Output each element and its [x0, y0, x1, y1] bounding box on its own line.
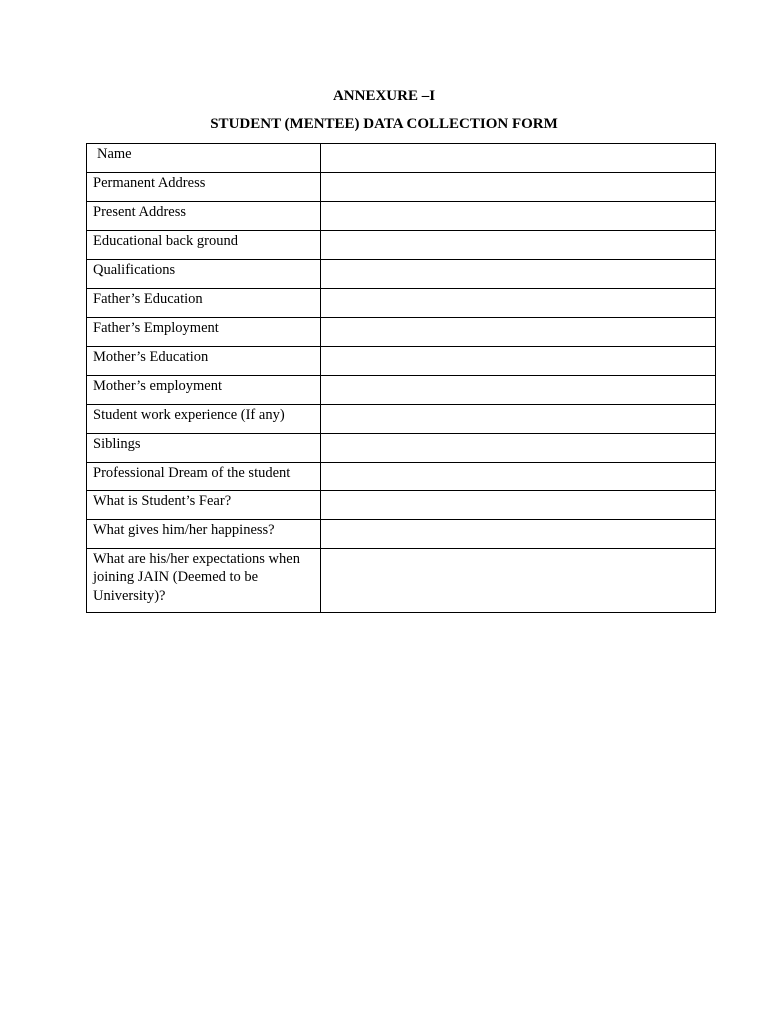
- field-value-work-experience[interactable]: [321, 405, 716, 434]
- table-row: [87, 347, 716, 376]
- table-row: [87, 490, 716, 519]
- table-row: [87, 434, 716, 463]
- field-label-happiness: What gives him/her happiness?: [87, 519, 321, 548]
- field-value-fathers-education[interactable]: [321, 289, 716, 318]
- field-value-mothers-employment[interactable]: [321, 376, 716, 405]
- field-value-fathers-employment[interactable]: [321, 318, 716, 347]
- field-label-expectations: What are his/her expectations when joining JAIN (Deemed to be University)?: [87, 548, 321, 613]
- table-row: [87, 318, 716, 347]
- field-label-work-experience: Student work experience (If any): [87, 405, 321, 434]
- table-row: [87, 519, 716, 548]
- table-row: [87, 463, 716, 491]
- field-value-mothers-education[interactable]: [321, 347, 716, 376]
- field-value-qualifications[interactable]: [321, 260, 716, 289]
- annexure-title: ANNEXURE –I: [332, 88, 436, 104]
- field-label-students-fear: What is Student’s Fear?: [87, 490, 321, 519]
- field-label-educational-background: Educational back ground: [87, 231, 321, 260]
- field-value-name[interactable]: [321, 144, 716, 173]
- field-label-mothers-education: Mother’s Education: [87, 347, 321, 376]
- table-row: [87, 231, 716, 260]
- field-label-mothers-employment: Mother’s employment: [87, 376, 321, 405]
- form-title: STUDENT (MENTEE) DATA COLLECTION FORM: [210, 116, 558, 132]
- field-value-permanent-address[interactable]: [321, 173, 716, 202]
- table-row: [87, 260, 716, 289]
- field-label-present-address: Present Address: [87, 202, 321, 231]
- field-label-permanent-address: Permanent Address: [87, 173, 321, 202]
- field-label-qualifications: Qualifications: [87, 260, 321, 289]
- field-label-professional-dream: Professional Dream of the student: [87, 463, 321, 491]
- field-value-present-address[interactable]: [321, 202, 716, 231]
- field-value-professional-dream[interactable]: [321, 463, 716, 491]
- field-label-fathers-employment: Father’s Employment: [87, 318, 321, 347]
- field-value-students-fear[interactable]: [321, 490, 716, 519]
- table-row: [87, 144, 716, 173]
- data-collection-table: [86, 143, 716, 613]
- table-row: [87, 548, 716, 613]
- table-row: [87, 405, 716, 434]
- field-value-happiness[interactable]: [321, 519, 716, 548]
- field-label-siblings: Siblings: [87, 434, 321, 463]
- table-row: [87, 202, 716, 231]
- field-value-educational-background[interactable]: [321, 231, 716, 260]
- field-label-fathers-education: Father’s Education: [87, 289, 321, 318]
- field-value-siblings[interactable]: [321, 434, 716, 463]
- field-label-name: Name: [87, 144, 321, 173]
- field-value-expectations[interactable]: [321, 548, 716, 613]
- table-row: [87, 376, 716, 405]
- table-row: [87, 289, 716, 318]
- table-row: [87, 173, 716, 202]
